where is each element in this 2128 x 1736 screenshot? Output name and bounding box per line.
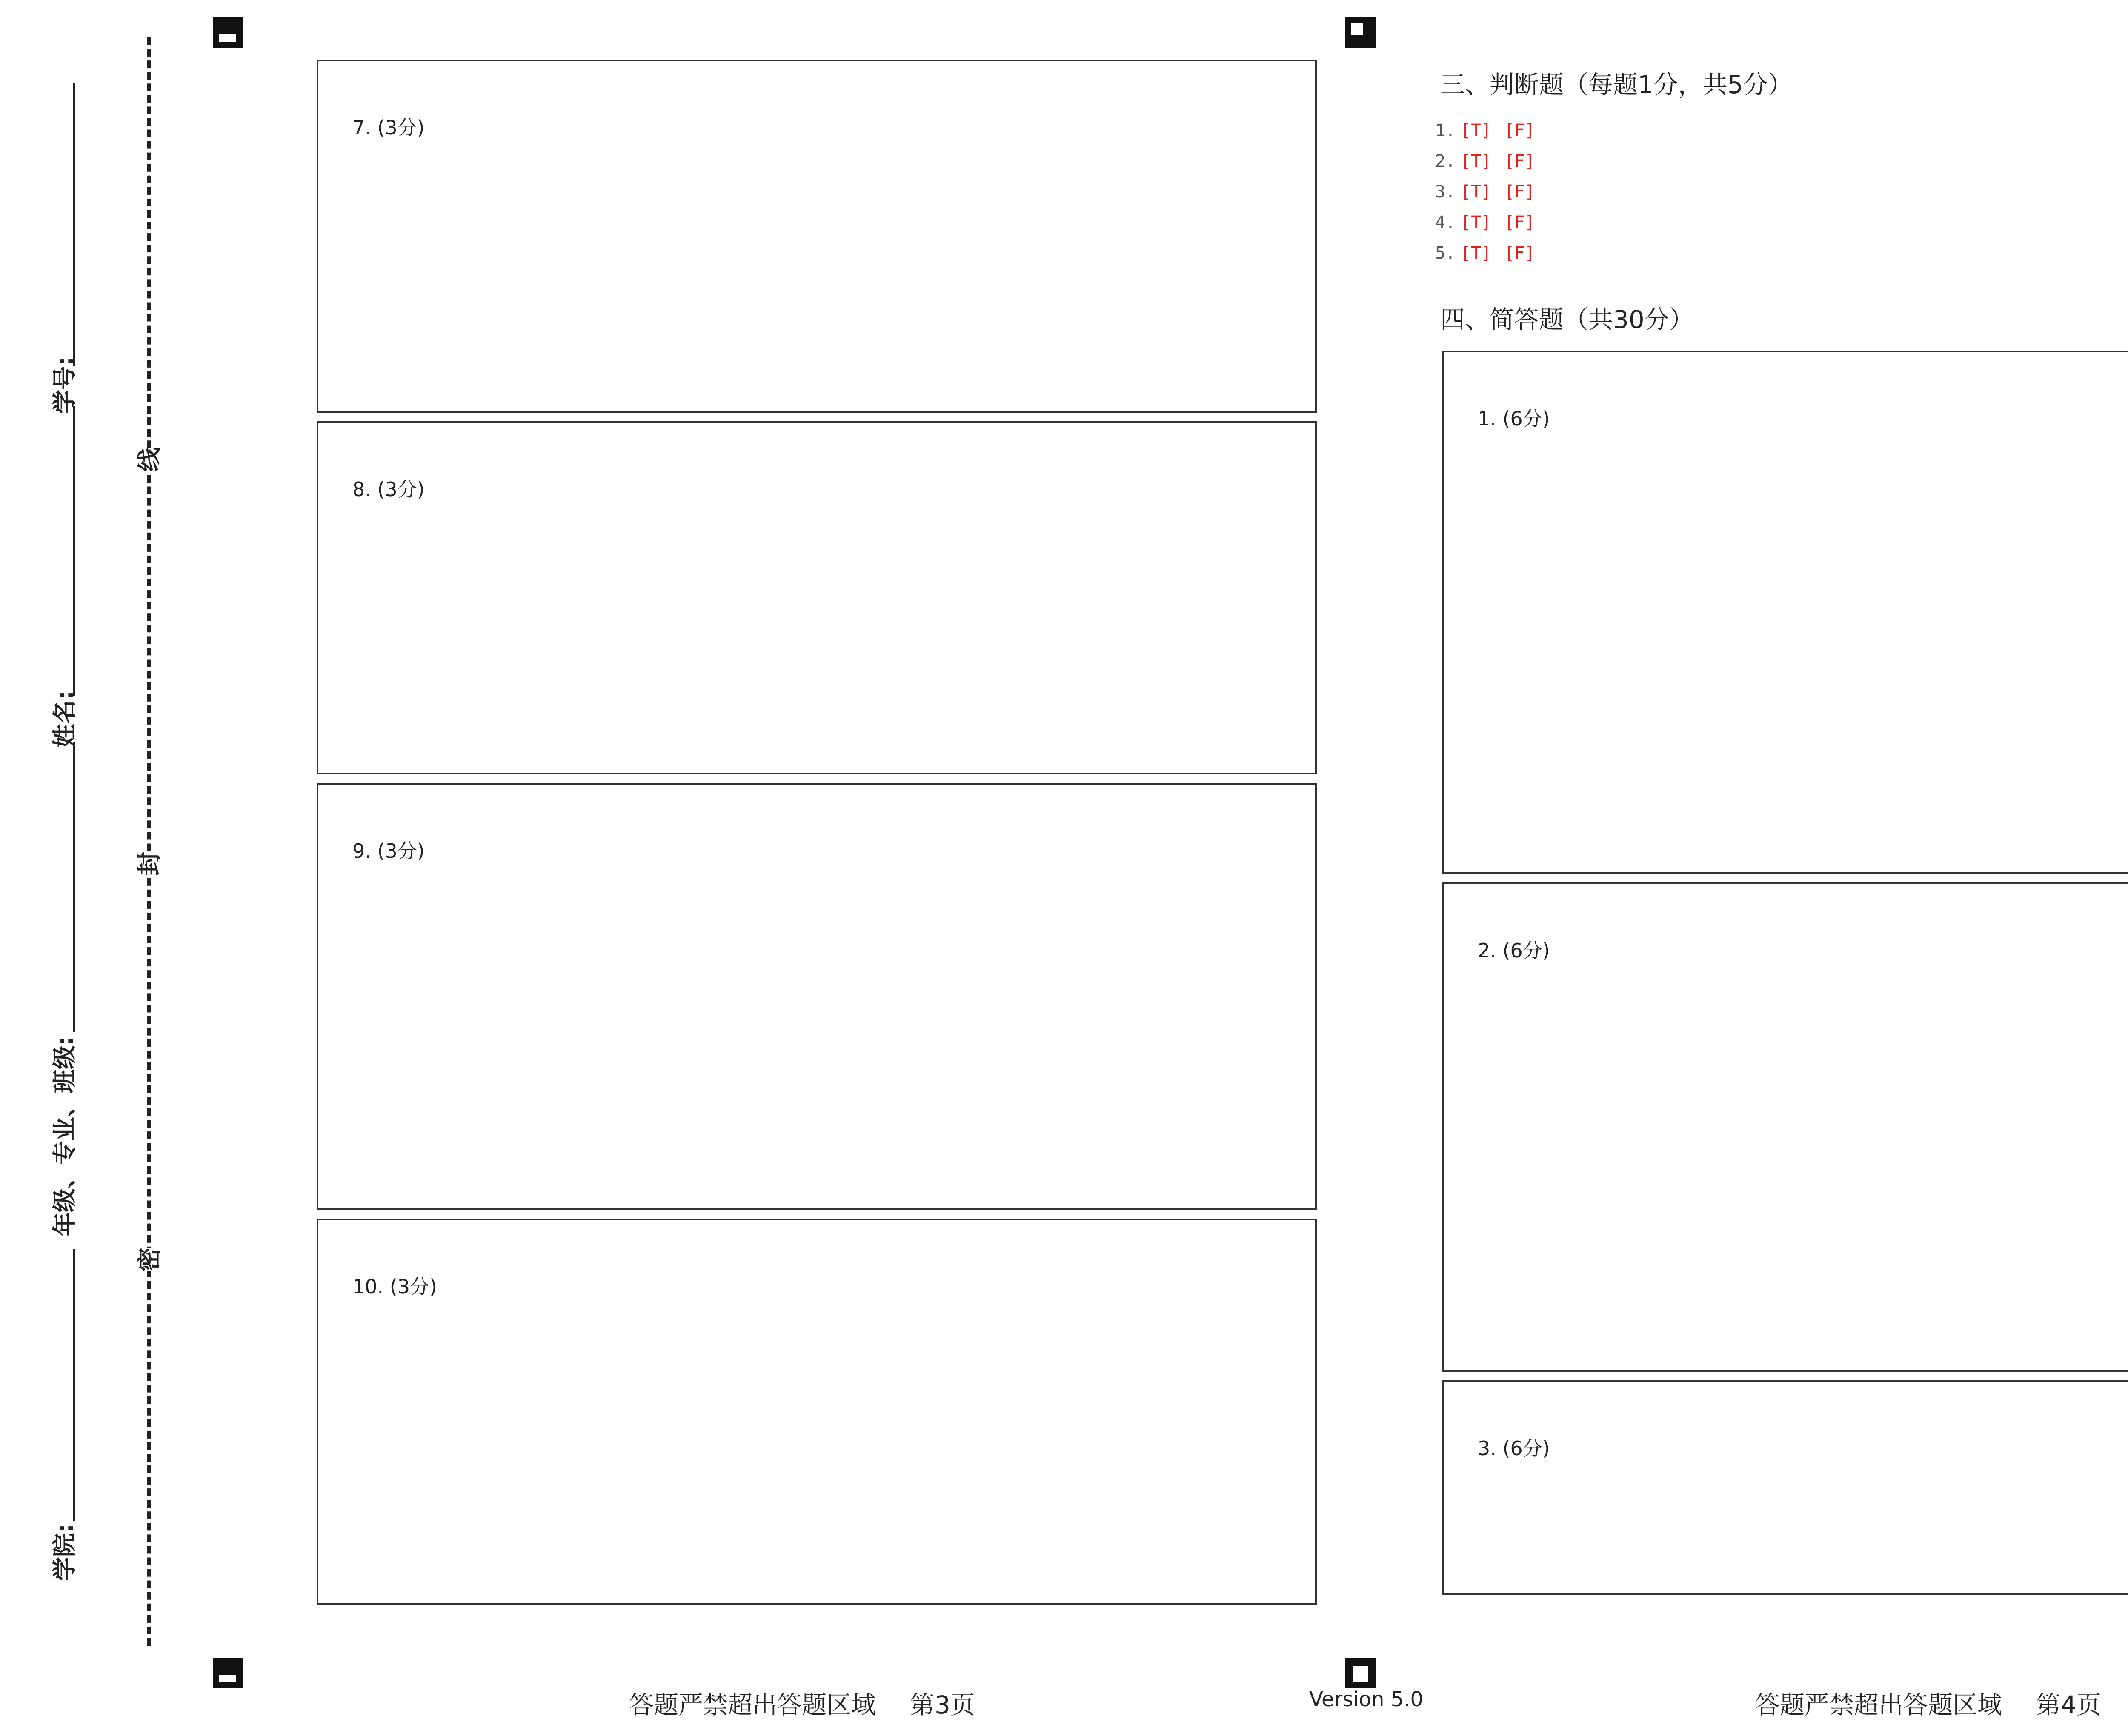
corner-marker-bottom-left [213,1658,243,1688]
tf-option-false[interactable]: [F] [1504,121,1535,140]
tf-item-1 [1422,121,1548,140]
tf-number: 3. [1435,182,1456,202]
question-label: 8. (3分) [352,478,425,501]
answer-box-q9[interactable] [317,783,1317,1210]
corner-marker-bottom-center [1345,1658,1376,1688]
answer-box-sa1[interactable] [1442,351,2128,874]
footer-notice: 答题严禁超出答题区域 [629,1690,876,1719]
seal-char-seal: 封 [134,852,166,876]
question-label: 1. (6分) [1478,407,1550,430]
tf-item-2 [1422,151,1548,171]
page-number: 第3页 [910,1690,975,1719]
fill-line-class [73,742,75,1032]
seal-char-line: 线 [134,448,166,471]
class-label: 年级、专业、班级: [51,1036,79,1236]
seal-line [147,37,151,1646]
true-false-section-title: 三、判断题（每题1分，共5分） [1440,70,1793,99]
tf-option-false[interactable]: [F] [1504,151,1535,171]
tf-item-4 [1422,213,1548,232]
question-label: 7. (3分) [352,116,425,139]
fill-line-college [73,1249,75,1521]
tf-number: 2. [1435,151,1456,171]
tf-item-5 [1422,243,1548,263]
question-label: 9. (3分) [352,839,425,862]
question-label: 3. (6分) [1478,1437,1550,1460]
tf-number: 1. [1435,121,1456,140]
tf-option-true[interactable]: [T] [1461,182,1492,202]
answer-box-q8[interactable] [317,421,1317,774]
student-id-label: 学号: [51,356,79,414]
tf-option-true[interactable]: [T] [1461,151,1492,171]
tf-option-true[interactable]: [T] [1461,121,1492,140]
tf-option-false[interactable]: [F] [1504,243,1535,263]
short-answer-section-title: 四、简答题（共30分） [1440,305,1694,334]
tf-option-false[interactable]: [F] [1504,182,1535,202]
answer-box-q10[interactable] [317,1219,1317,1605]
corner-marker-top-left [213,17,243,48]
tf-item-3 [1422,182,1548,202]
seal-char-secret: 密 [134,1248,166,1271]
question-label: 2. (6分) [1478,939,1550,962]
page-number: 第4页 [2036,1690,2101,1719]
tf-option-false[interactable]: [F] [1504,213,1535,232]
tf-number: 4. [1435,213,1456,232]
version-label: Version 5.0 [1309,1687,1424,1711]
tf-number: 5. [1435,243,1456,263]
answer-box-sa3[interactable] [1442,1380,2128,1595]
tf-option-true[interactable]: [T] [1461,243,1492,263]
fill-line-student-id [73,83,75,366]
tf-option-true[interactable]: [T] [1461,213,1492,232]
footer-page-3 [629,1685,975,1721]
fill-line-name [73,406,75,696]
name-label: 姓名: [51,690,79,748]
question-label: 10. (3分) [352,1275,437,1298]
college-label: 学院: [51,1523,79,1581]
answer-box-q7[interactable] [317,60,1317,413]
corner-marker-top-center [1345,17,1376,48]
footer-page-4 [1755,1685,2101,1721]
answer-box-sa2[interactable] [1442,882,2128,1372]
footer-notice: 答题严禁超出答题区域 [1755,1690,2002,1719]
